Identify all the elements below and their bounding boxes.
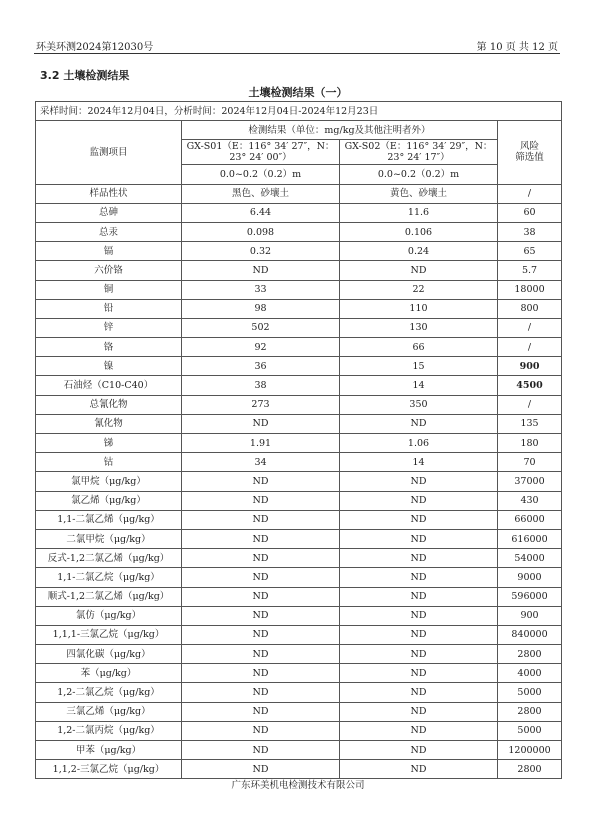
company-footer: 广东环美机电检测技术有限公司 <box>231 780 365 791</box>
row-site2-value: ND <box>340 529 498 548</box>
row-risk-value: 54000 <box>498 549 562 568</box>
row-risk-value: 70 <box>498 453 562 472</box>
row-item-name: 甲苯（μg/kg） <box>36 741 182 760</box>
table-row <box>36 222 562 241</box>
table-row <box>36 568 562 587</box>
row-item-name: 总砷 <box>36 203 182 222</box>
row-site1-value: 38 <box>182 376 340 395</box>
row-site1-value: ND <box>182 568 340 587</box>
results-header: 检测结果（单位：mg/kg及其他注明者外） <box>182 121 498 140</box>
row-item-name: 钴 <box>36 453 182 472</box>
row-risk-value: 4000 <box>498 664 562 683</box>
row-site2-value: ND <box>340 568 498 587</box>
row-site1-value: 33 <box>182 280 340 299</box>
row-site1-value: ND <box>182 683 340 702</box>
row-site1-value: 98 <box>182 299 340 318</box>
table-row <box>36 510 562 529</box>
row-site2-value: ND <box>340 261 498 280</box>
row-item-name: 氯乙烯（μg/kg） <box>36 491 182 510</box>
row-risk-value: 5000 <box>498 721 562 740</box>
row-risk-value: 66000 <box>498 510 562 529</box>
row-risk-value: 900 <box>498 357 562 376</box>
table-row <box>36 549 562 568</box>
row-item-name: 1,1,1-三氯乙烷（μg/kg） <box>36 625 182 644</box>
row-site1-value: ND <box>182 760 340 779</box>
table-row <box>36 741 562 760</box>
site1-depth: 0.0~0.2（0.2）m <box>182 165 340 184</box>
table-row <box>36 721 562 740</box>
row-site1-value: ND <box>182 510 340 529</box>
row-risk-value: / <box>498 338 562 357</box>
row-site1-value: ND <box>182 721 340 740</box>
row-site1-value: 273 <box>182 395 340 414</box>
row-site1-value: 黑色、砂壤土 <box>182 184 340 203</box>
row-risk-value: 37000 <box>498 472 562 491</box>
row-item-name: 石油烃（C10-C40） <box>36 376 182 395</box>
row-risk-value: 65 <box>498 242 562 261</box>
row-item-name: 苯（μg/kg） <box>36 664 182 683</box>
table-row <box>36 625 562 644</box>
table-row <box>36 606 562 625</box>
row-item-name: 1,2-二氯丙烷（μg/kg） <box>36 721 182 740</box>
row-site2-value: ND <box>340 414 498 433</box>
soil-results-table <box>35 101 562 779</box>
row-site2-value: 11.6 <box>340 203 498 222</box>
row-risk-value: 5000 <box>498 683 562 702</box>
row-site1-value: 34 <box>182 453 340 472</box>
row-item-name: 顺式-1,2二氯乙烯（μg/kg） <box>36 587 182 606</box>
row-item-name: 二氯甲烷（μg/kg） <box>36 529 182 548</box>
row-item-name: 1,2-二氯乙烷（μg/kg） <box>36 683 182 702</box>
row-site2-value: ND <box>340 702 498 721</box>
row-risk-value: 800 <box>498 299 562 318</box>
row-risk-value: / <box>498 318 562 337</box>
table-row <box>36 280 562 299</box>
row-risk-value: 840000 <box>498 625 562 644</box>
table-row <box>36 338 562 357</box>
row-site2-value: ND <box>340 491 498 510</box>
row-risk-value: 38 <box>498 222 562 241</box>
row-item-name: 锑 <box>36 434 182 453</box>
row-item-name: 1,1,2-三氯乙烷（μg/kg） <box>36 760 182 779</box>
section-title: 3.2 土壤检测结果 <box>40 69 130 82</box>
table-row <box>36 261 562 280</box>
row-site1-value: 1.91 <box>182 434 340 453</box>
row-site2-value: 15 <box>340 357 498 376</box>
row-risk-value: 1200000 <box>498 741 562 760</box>
row-site2-value: ND <box>340 549 498 568</box>
row-site1-value: 92 <box>182 338 340 357</box>
table-row <box>36 472 562 491</box>
row-site1-value: ND <box>182 529 340 548</box>
row-site1-value: ND <box>182 741 340 760</box>
row-site2-value: 黄色、砂壤土 <box>340 184 498 203</box>
table-row <box>36 491 562 510</box>
table-row <box>36 529 562 548</box>
page-info: 第 10 页 共 12 页 <box>476 42 558 53</box>
row-site2-value: 0.24 <box>340 242 498 261</box>
row-item-name: 六价铬 <box>36 261 182 280</box>
row-site2-value: ND <box>340 645 498 664</box>
row-risk-value: 5.7 <box>498 261 562 280</box>
row-item-name: 氰化物 <box>36 414 182 433</box>
table-row <box>36 318 562 337</box>
row-site2-value: ND <box>340 683 498 702</box>
item-header: 监测项目 <box>36 121 182 184</box>
row-item-name: 1,1-二氯乙烷（μg/kg） <box>36 568 182 587</box>
row-item-name: 铬 <box>36 338 182 357</box>
row-item-name: 三氯乙烯（μg/kg） <box>36 702 182 721</box>
row-site2-value: ND <box>340 664 498 683</box>
row-risk-value: 2800 <box>498 645 562 664</box>
row-site2-value: ND <box>340 721 498 740</box>
row-site1-value: 36 <box>182 357 340 376</box>
row-site1-value: ND <box>182 702 340 721</box>
risk-header-line1: 风险 <box>520 141 540 153</box>
table-row <box>36 242 562 261</box>
table-row <box>36 414 562 433</box>
row-site1-value: ND <box>182 491 340 510</box>
site2-header: GX-S02（E：116° 34′ 29″，N：23° 24′ 17″） <box>340 140 498 165</box>
row-item-name: 总汞 <box>36 222 182 241</box>
row-site2-value: 66 <box>340 338 498 357</box>
row-site1-value: ND <box>182 472 340 491</box>
row-site1-value: ND <box>182 549 340 568</box>
table-row <box>36 434 562 453</box>
row-item-name: 锌 <box>36 318 182 337</box>
row-item-name: 反式-1,2二氯乙烯（μg/kg） <box>36 549 182 568</box>
table-row <box>36 645 562 664</box>
row-risk-value: 180 <box>498 434 562 453</box>
table-row <box>36 702 562 721</box>
row-site2-value: ND <box>340 472 498 491</box>
row-risk-value: / <box>498 184 562 203</box>
table-row <box>36 664 562 683</box>
site1-header: GX-S01（E：116° 34′ 27″，N：23° 24′ 00″） <box>182 140 340 165</box>
report-number: 环美环测2024第12030号 <box>36 42 154 53</box>
table-title: 土壤检测结果（一） <box>248 86 348 99</box>
row-site1-value: ND <box>182 414 340 433</box>
row-item-name: 总氰化物 <box>36 395 182 414</box>
row-site2-value: ND <box>340 760 498 779</box>
row-site2-value: ND <box>340 510 498 529</box>
table-row <box>36 760 562 779</box>
row-risk-value: 2800 <box>498 702 562 721</box>
row-site2-value: 350 <box>340 395 498 414</box>
row-risk-value: 430 <box>498 491 562 510</box>
row-site1-value: ND <box>182 587 340 606</box>
row-site2-value: ND <box>340 587 498 606</box>
row-site1-value: ND <box>182 645 340 664</box>
row-risk-value: 616000 <box>498 529 562 548</box>
table-row <box>36 395 562 414</box>
site2-depth: 0.0~0.2（0.2）m <box>340 165 498 184</box>
table-row <box>36 683 562 702</box>
row-item-name: 镉 <box>36 242 182 261</box>
row-site1-value: 0.32 <box>182 242 340 261</box>
row-risk-value: 596000 <box>498 587 562 606</box>
row-item-name: 镍 <box>36 357 182 376</box>
header-divider <box>34 53 560 54</box>
risk-header <box>498 121 562 184</box>
row-site2-value: ND <box>340 606 498 625</box>
risk-header-line2: 筛选值 <box>515 152 544 164</box>
row-site1-value: 6.44 <box>182 203 340 222</box>
table-row <box>36 357 562 376</box>
row-site2-value: ND <box>340 741 498 760</box>
row-site1-value: ND <box>182 261 340 280</box>
table-row <box>36 299 562 318</box>
row-item-name: 氯仿（μg/kg） <box>36 606 182 625</box>
table-row <box>36 203 562 222</box>
row-site2-value: 0.106 <box>340 222 498 241</box>
row-site2-value: ND <box>340 625 498 644</box>
row-item-name: 氯甲烷（μg/kg） <box>36 472 182 491</box>
row-risk-value: 900 <box>498 606 562 625</box>
row-item-name: 样品性状 <box>36 184 182 203</box>
row-site2-value: 22 <box>340 280 498 299</box>
row-risk-value: / <box>498 395 562 414</box>
row-site2-value: 110 <box>340 299 498 318</box>
row-site2-value: 14 <box>340 453 498 472</box>
row-site2-value: 14 <box>340 376 498 395</box>
row-risk-value: 4500 <box>498 376 562 395</box>
table-row <box>36 376 562 395</box>
row-item-name: 铜 <box>36 280 182 299</box>
row-risk-value: 9000 <box>498 568 562 587</box>
row-site1-value: 0.098 <box>182 222 340 241</box>
row-item-name: 铅 <box>36 299 182 318</box>
row-risk-value: 18000 <box>498 280 562 299</box>
table-row <box>36 453 562 472</box>
row-risk-value: 2800 <box>498 760 562 779</box>
row-risk-value: 60 <box>498 203 562 222</box>
row-site1-value: ND <box>182 606 340 625</box>
row-site1-value: 502 <box>182 318 340 337</box>
row-site2-value: 1.06 <box>340 434 498 453</box>
row-item-name: 四氯化碳（μg/kg） <box>36 645 182 664</box>
row-site2-value: 130 <box>340 318 498 337</box>
row-risk-value: 135 <box>498 414 562 433</box>
row-site1-value: ND <box>182 664 340 683</box>
sampling-time: 采样时间：2024年12月04日，分析时间：2024年12月04日-2024年12月23日 <box>36 102 562 121</box>
row-item-name: 1,1-二氯乙烯（μg/kg） <box>36 510 182 529</box>
table-row <box>36 587 562 606</box>
row-site1-value: ND <box>182 625 340 644</box>
table-row <box>36 184 562 203</box>
